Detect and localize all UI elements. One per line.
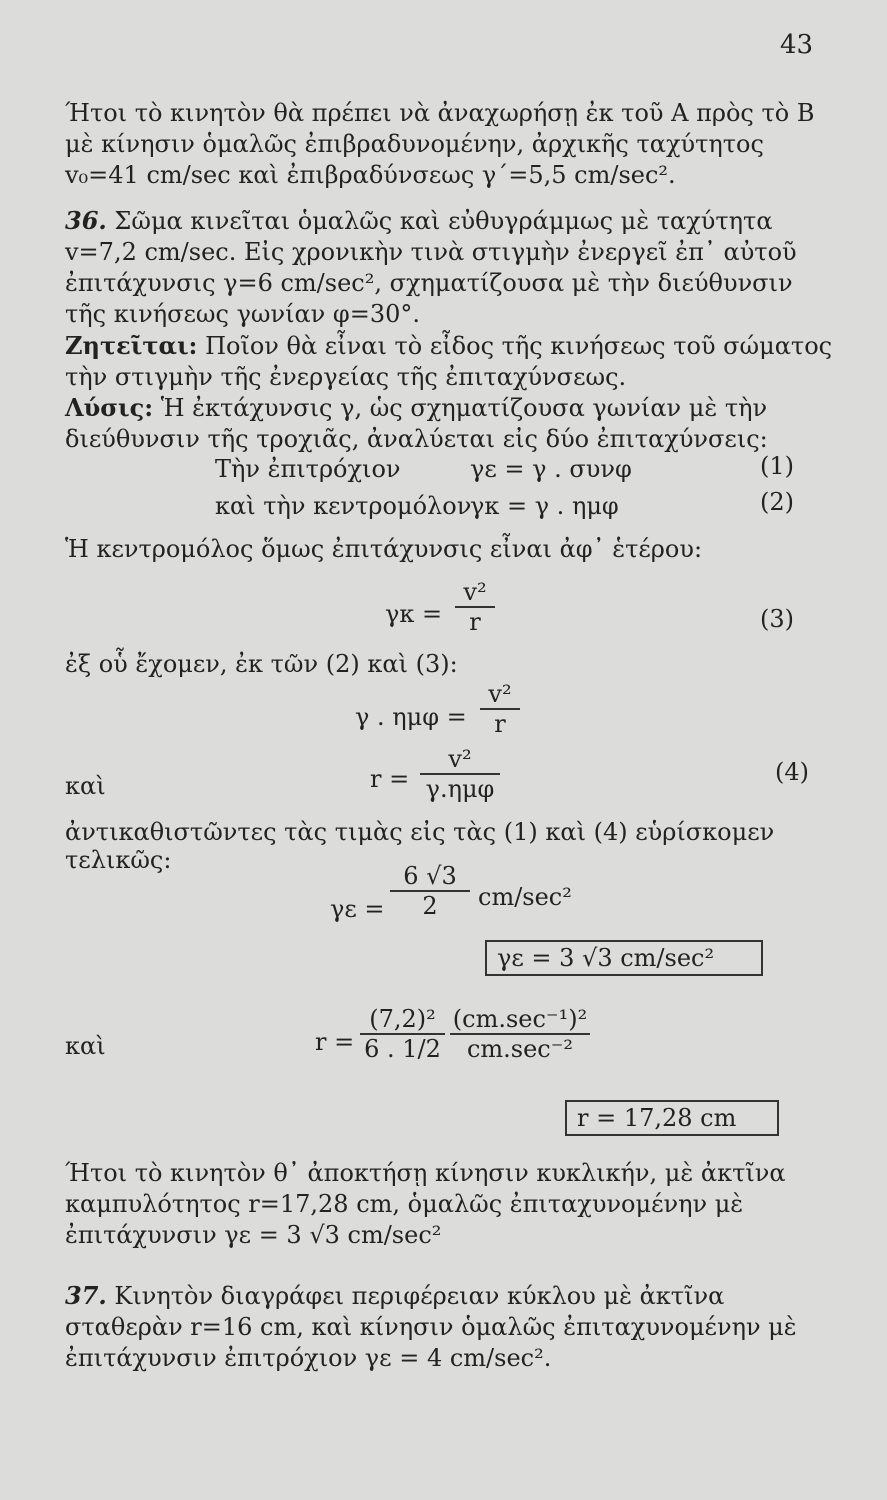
paragraph-intro: Ήτοι τὸ κινητὸν θὰ πρέπει νὰ ἀναχωρήσῃ ἐκ τοῦ Α πρὸς τὸ Β μὲ κίνησιν ὁμαλῶς ἐπιβραδυνομένην, ἀρχικῆς ταχύτητος v₀=41 cm/sec καὶ ἐπιβραδύνσεως γ΄=5,5 cm/sec². — [65, 99, 815, 189]
ge-unit: cm/sec² — [478, 883, 572, 911]
eq-mid-fraction — [480, 680, 520, 738]
centripetal-line: Ἡ κεντρομόλος ὅμως ἐπιτάχυνσις εἶναι ἀφ᾽ ἑτέρου: — [65, 535, 703, 563]
eq-mid-numerator: v² — [488, 680, 512, 708]
ge-result-box: γε = 3 √3 cm/sec² — [485, 940, 763, 976]
eq4-fraction — [420, 745, 500, 803]
ge-numerator: 6 √3 — [403, 862, 457, 890]
eq4-numerator: v² — [448, 745, 472, 773]
problem-36 — [65, 205, 835, 330]
eq4-lhs: r = — [370, 765, 410, 793]
eq4-denominator: γ.ημφ — [420, 773, 500, 803]
eq1-label: Τὴν ἐπιτρόχιον — [215, 455, 401, 483]
eq4-tag: (4) — [775, 758, 809, 786]
lysis-paragraph — [65, 392, 835, 455]
substitute-line: ἀντικαθιστῶντες τὰς τιμὰς εἰς τὰς (1) καὶ (4) εὑρίσκομεν τελικῶς: — [65, 818, 775, 874]
lysis-label: Λύσις: — [65, 393, 154, 422]
eq3-fraction — [455, 578, 495, 636]
eq3-denominator: r — [455, 606, 495, 636]
eq2: γκ = γ . ημφ — [470, 492, 619, 520]
eq2-number: (2) — [760, 488, 794, 516]
r-denominator-1: 6 . 1/2 — [360, 1033, 445, 1063]
eq-mid-lhs: γ . ημφ = — [355, 703, 467, 731]
r-numerator-2: (cm.sec⁻¹)² — [452, 1005, 588, 1033]
ge-denominator: 2 — [390, 890, 470, 920]
r-denominator-2: cm.sec⁻² — [450, 1033, 590, 1063]
eq3-tag: (3) — [760, 605, 794, 633]
from-line: ἐξ οὗ ἔχομεν, ἐκ τῶν (2) καὶ (3): — [65, 650, 458, 678]
eq3-lhs: γκ = — [385, 600, 443, 628]
zeteitai-label: Ζητεῖται: — [65, 331, 198, 360]
zeteitai-text: Ποῖον θὰ εἶναι τὸ εἶδος τῆς κινήσεως τοῦ σώματος τὴν στιγμὴν τῆς ἐνεργείας τῆς ἐπιταχύνσεως. — [65, 332, 833, 391]
ge-fraction — [390, 862, 470, 920]
problem-number: 37. — [65, 1281, 107, 1310]
eq1-number: (1) — [760, 452, 794, 480]
lysis-text: Ἡ ἐκτάχυνσις γ, ὡς σχηματίζουσα γωνίαν μὲ τὴν διεύθυνσιν τῆς τροχιᾶς, ἀναλύεται εἰς δύο ἐπιταχύνσεις: — [65, 394, 768, 453]
eq-mid-denominator: r — [480, 708, 520, 738]
r-fraction-1 — [360, 1005, 445, 1063]
r-fraction-2 — [450, 1005, 590, 1063]
ge-lhs: γε = — [330, 895, 385, 923]
kai-2: καὶ — [65, 1032, 106, 1060]
page-number: 43 — [780, 30, 814, 60]
r-result-box: r = 17,28 cm — [565, 1100, 779, 1136]
problem-text: Σῶμα κινεῖται ὁμαλῶς καὶ εὐθυγράμμως μὲ ταχύτητα v=7,2 cm/sec. Εἰς χρονικὴν τινὰ στιγμὴν ἐνεργεῖ ἐπ᾽ αὐτοῦ ἐπιτάχυνσις γ=6 cm/sec², σχηματίζουσα μὲ τὴν διεύθυνσιν τῆς κινήσεως γωνίαν φ=30°. — [65, 207, 797, 328]
problem-number: 36. — [65, 206, 107, 235]
paragraph-final: Ήτοι τὸ κινητὸν θ᾽ ἀποκτήσῃ κίνησιν κυκλικήν, μὲ ἀκτῖνα καμπυλότητος r=17,28 cm, ὁμαλῶς ἐπιταχυνομένην μὲ ἐπιτάχυνσιν γε = 3 √3 cm/sec² — [65, 1159, 786, 1249]
problem-37 — [65, 1280, 835, 1374]
r-numerator-1: (7,2)² — [369, 1005, 436, 1033]
problem-text: Κινητὸν διαγράφει περιφέρειαν κύκλου μὲ ἀκτῖνα σταθερὰν r=16 cm, καὶ κίνησιν ὁμαλῶς ἐπιταχυνομένην μὲ ἐπιτάχυνσιν ἐπιτρόχιον γε = 4 cm/sec². — [65, 1282, 797, 1372]
r-lhs: r = — [315, 1028, 355, 1056]
eq2-label: καὶ τὴν κεντρομόλον — [215, 492, 472, 520]
eq1: γε = γ . συνφ — [470, 455, 632, 483]
kai-1: καὶ — [65, 772, 106, 800]
eq3-numerator: v² — [463, 578, 487, 606]
zeteitai-paragraph — [65, 330, 835, 393]
